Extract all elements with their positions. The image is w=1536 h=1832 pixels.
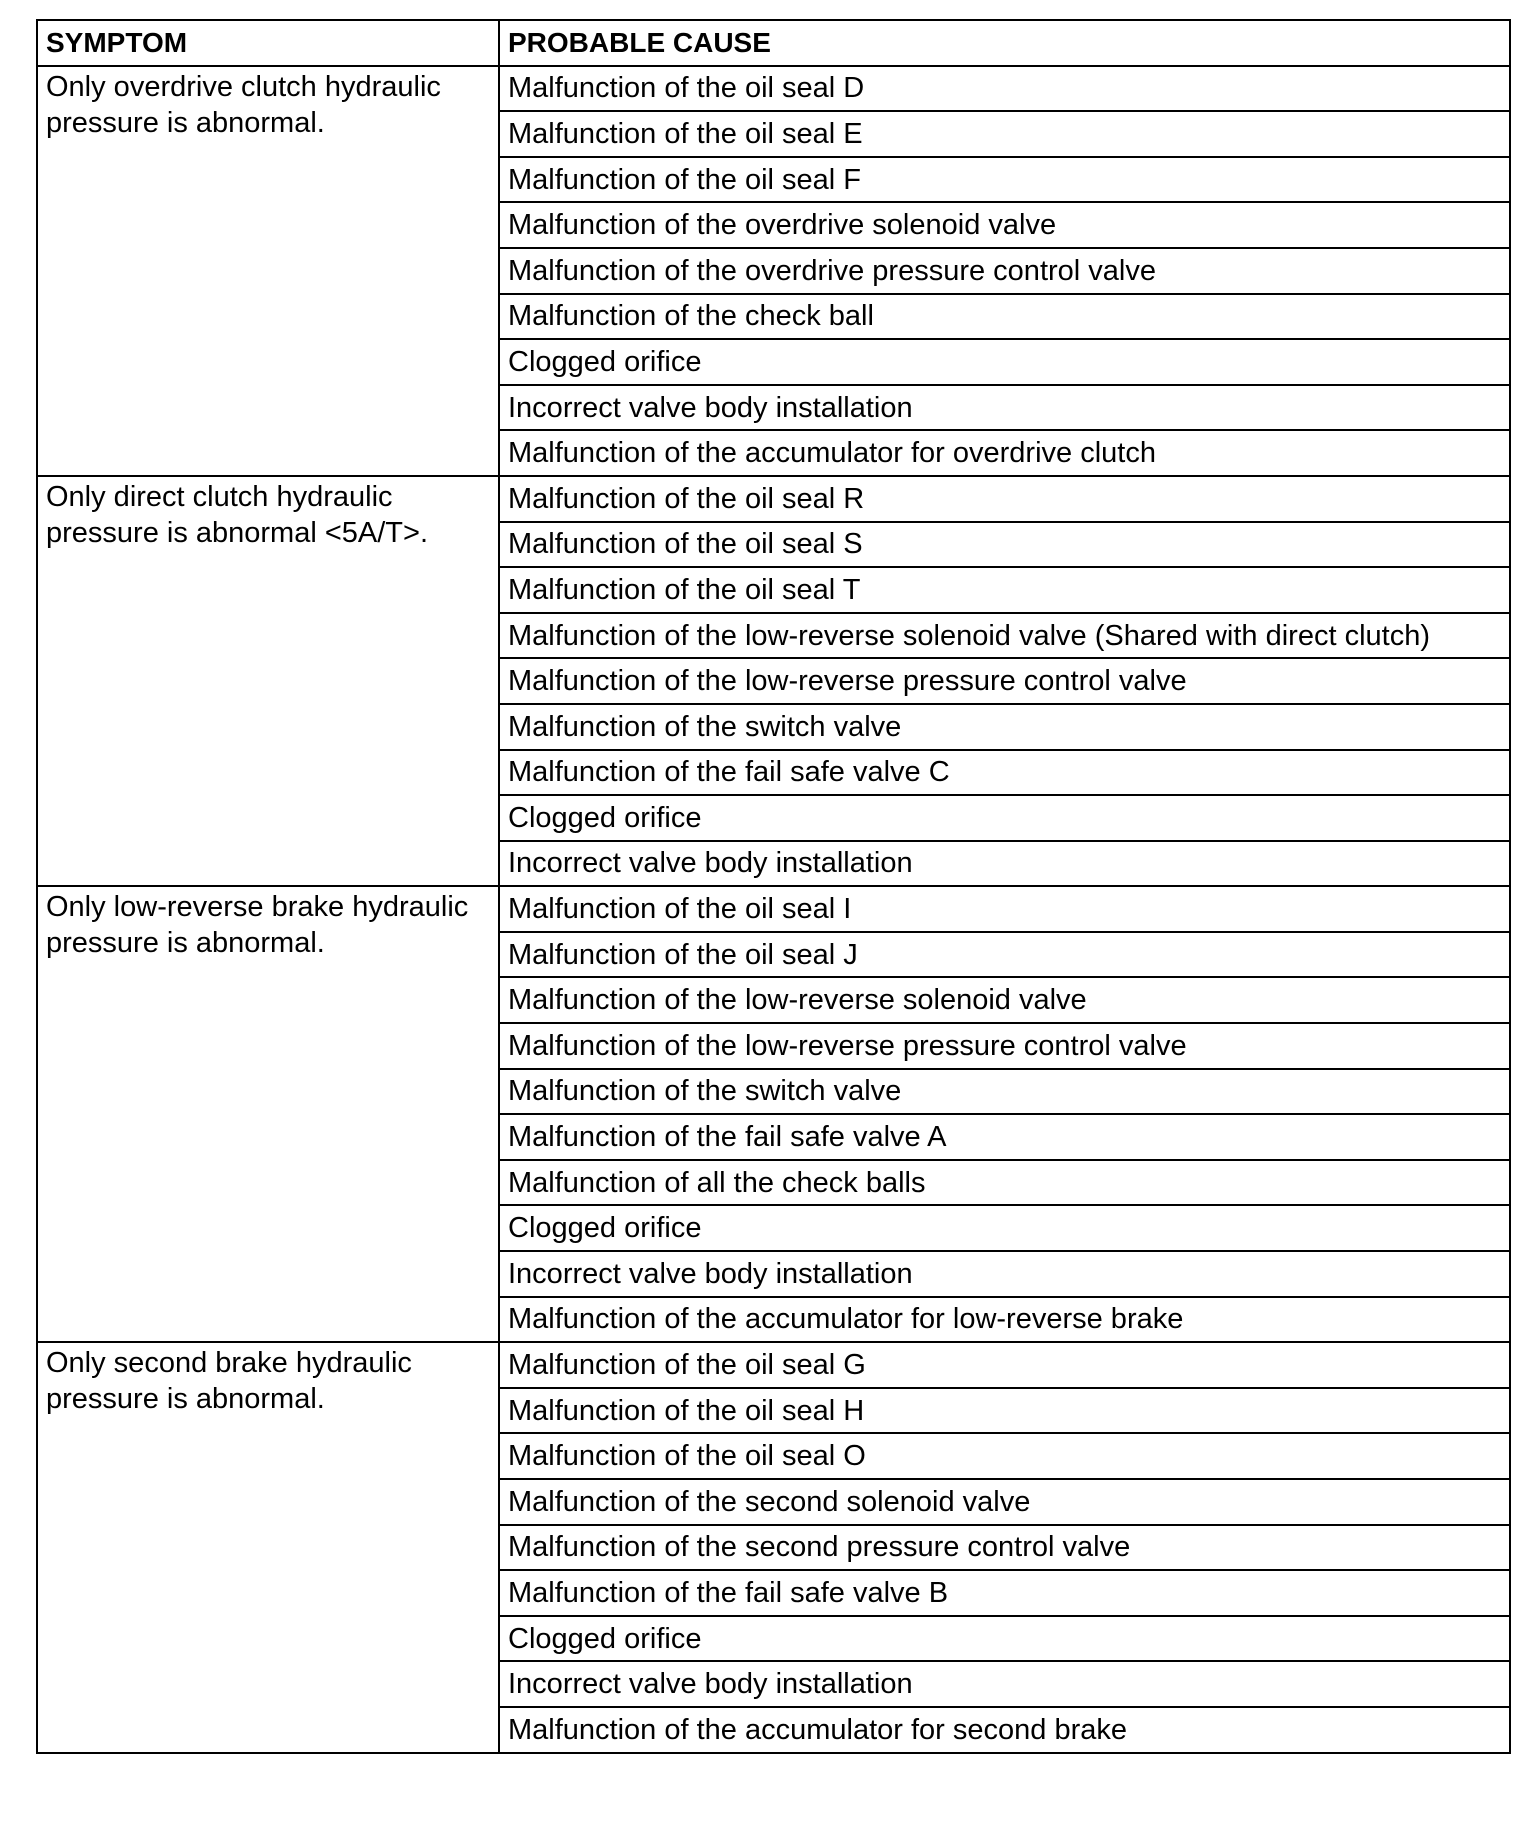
probable-cause-cell: Malfunction of the accumulator for low-reverse brake — [499, 1297, 1510, 1343]
probable-cause-cell: Clogged orifice — [499, 1616, 1510, 1662]
probable-cause-cell: Malfunction of the low-reverse solenoid valve — [499, 977, 1510, 1023]
probable-cause-cell: Malfunction of the second pressure control valve — [499, 1525, 1510, 1571]
probable-cause-cell: Malfunction of the oil seal D — [499, 66, 1510, 112]
probable-cause-cell: Malfunction of the oil seal F — [499, 157, 1510, 203]
header-probable-cause: PROBABLE CAUSE — [499, 20, 1510, 66]
probable-cause-cell: Malfunction of the oil seal I — [499, 886, 1510, 932]
table-row — [37, 886, 1510, 932]
probable-cause-cell: Malfunction of the overdrive pressure control valve — [499, 248, 1510, 294]
header-row — [37, 20, 1510, 66]
probable-cause-cell: Incorrect valve body installation — [499, 385, 1510, 431]
symptom-cell: Only direct clutch hydraulic pressure is abnormal <5A/T>. — [37, 476, 499, 886]
probable-cause-cell: Incorrect valve body installation — [499, 1661, 1510, 1707]
table-row — [37, 66, 1510, 112]
probable-cause-cell: Malfunction of the overdrive solenoid valve — [499, 202, 1510, 248]
probable-cause-cell: Clogged orifice — [499, 1205, 1510, 1251]
table-row — [37, 1342, 1510, 1388]
probable-cause-cell: Malfunction of the oil seal O — [499, 1433, 1510, 1479]
probable-cause-cell: Malfunction of the switch valve — [499, 1069, 1510, 1115]
probable-cause-cell: Malfunction of the second solenoid valve — [499, 1479, 1510, 1525]
probable-cause-cell: Malfunction of the oil seal E — [499, 111, 1510, 157]
probable-cause-cell: Clogged orifice — [499, 795, 1510, 841]
probable-cause-cell: Malfunction of the low-reverse solenoid valve (Shared with direct clutch) — [499, 613, 1510, 659]
header-symptom: SYMPTOM — [37, 20, 499, 66]
probable-cause-cell: Malfunction of the fail safe valve C — [499, 750, 1510, 796]
probable-cause-cell: Malfunction of the low-reverse pressure control valve — [499, 1023, 1510, 1069]
probable-cause-cell: Malfunction of the fail safe valve A — [499, 1114, 1510, 1160]
probable-cause-cell: Malfunction of the low-reverse pressure control valve — [499, 658, 1510, 704]
table-body — [37, 66, 1510, 1753]
probable-cause-cell: Malfunction of the check ball — [499, 294, 1510, 340]
probable-cause-cell: Malfunction of the oil seal J — [499, 932, 1510, 978]
probable-cause-cell: Malfunction of the oil seal R — [499, 476, 1510, 522]
symptom-cell: Only low-reverse brake hydraulic pressure is abnormal. — [37, 886, 499, 1342]
probable-cause-cell: Malfunction of the oil seal T — [499, 567, 1510, 613]
probable-cause-cell: Malfunction of the accumulator for overdrive clutch — [499, 430, 1510, 476]
symptom-cause-table — [36, 19, 1511, 1754]
symptom-cell: Only second brake hydraulic pressure is abnormal. — [37, 1342, 499, 1752]
table-row — [37, 476, 1510, 522]
probable-cause-cell: Incorrect valve body installation — [499, 841, 1510, 887]
probable-cause-cell: Malfunction of the switch valve — [499, 704, 1510, 750]
probable-cause-cell: Malfunction of the oil seal H — [499, 1388, 1510, 1434]
probable-cause-cell: Malfunction of the oil seal G — [499, 1342, 1510, 1388]
probable-cause-cell: Malfunction of the fail safe valve B — [499, 1570, 1510, 1616]
probable-cause-cell: Malfunction of the accumulator for second brake — [499, 1707, 1510, 1753]
probable-cause-cell: Malfunction of all the check balls — [499, 1160, 1510, 1206]
symptom-cell: Only overdrive clutch hydraulic pressure is abnormal. — [37, 66, 499, 476]
probable-cause-cell: Malfunction of the oil seal S — [499, 522, 1510, 568]
probable-cause-cell: Clogged orifice — [499, 339, 1510, 385]
probable-cause-cell: Incorrect valve body installation — [499, 1251, 1510, 1297]
